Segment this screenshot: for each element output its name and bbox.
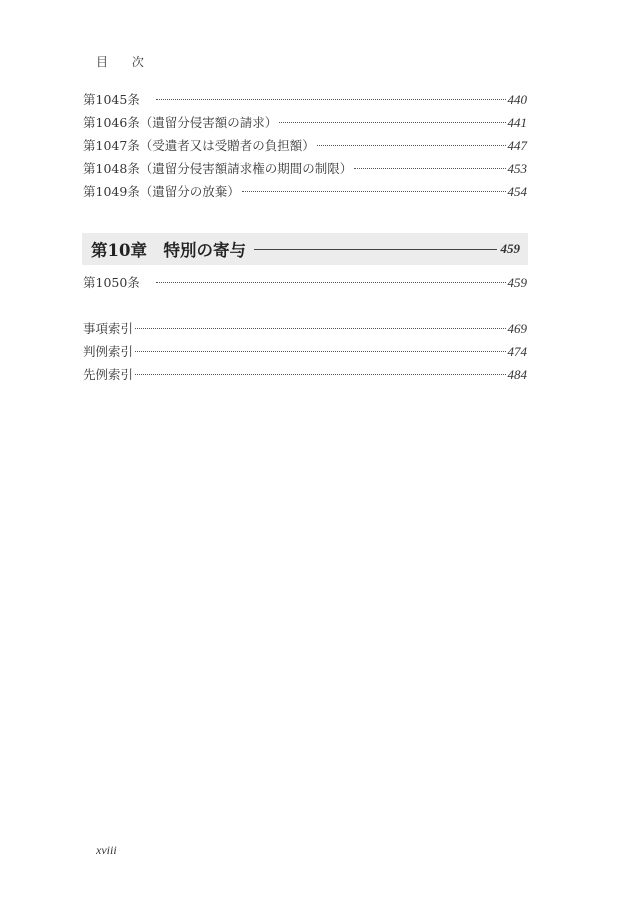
chapter-title: 第10章 特別の寄与 [91,241,246,260]
chapter-rule [254,249,497,250]
chapter-heading[interactable] [82,233,528,265]
index-page: 474 [507,344,527,359]
dot-leader [279,122,505,123]
toc-entry-label: 第1049条（遺留分の放棄） [83,184,240,199]
page-number: xviii [96,843,117,857]
index-label: 判例索引 [83,344,134,359]
toc-entry-1050[interactable] [83,274,527,292]
toc-entry-1047[interactable] [83,137,527,155]
dot-leader [156,99,506,100]
dot-leader [317,145,506,146]
toc-entry-page: 453 [507,161,527,176]
dot-leader [354,168,505,169]
toc-entry-page: 440 [507,92,527,107]
index-page: 484 [507,367,527,382]
dot-leader [135,328,505,329]
toc-entry-label: 第1048条（遺留分侵害額請求権の期間の制限） [83,161,353,176]
toc-entry-page: 441 [507,115,527,130]
dot-leader [135,351,505,352]
toc-entry-1045[interactable] [83,91,527,109]
index-entry-precedent[interactable] [83,366,527,384]
toc-entry-1049[interactable] [83,183,527,201]
toc-entry-label: 第1046条（遺留分侵害額の請求） [83,115,278,130]
index-page: 469 [507,321,527,336]
index-label: 先例索引 [83,367,134,382]
toc-entry-label: 第1045条 [83,92,140,107]
chapter-page: 459 [500,241,520,256]
toc-entry-1048[interactable] [83,160,527,178]
toc-entry-page: 447 [507,138,527,153]
toc-entry-1046[interactable] [83,114,527,132]
dot-leader [242,191,506,192]
toc-entry-label: 第1050条 [83,275,140,290]
index-label: 事項索引 [83,321,134,336]
index-entry-subject[interactable] [83,320,527,338]
toc-entry-page: 454 [507,184,527,199]
running-head: 目 次 [96,55,154,69]
dot-leader [156,282,506,283]
index-entry-case[interactable] [83,343,527,361]
toc-entry-label: 第1047条（受遺者又は受贈者の負担額） [83,138,315,153]
toc-entry-page: 459 [507,275,527,290]
dot-leader [135,374,505,375]
